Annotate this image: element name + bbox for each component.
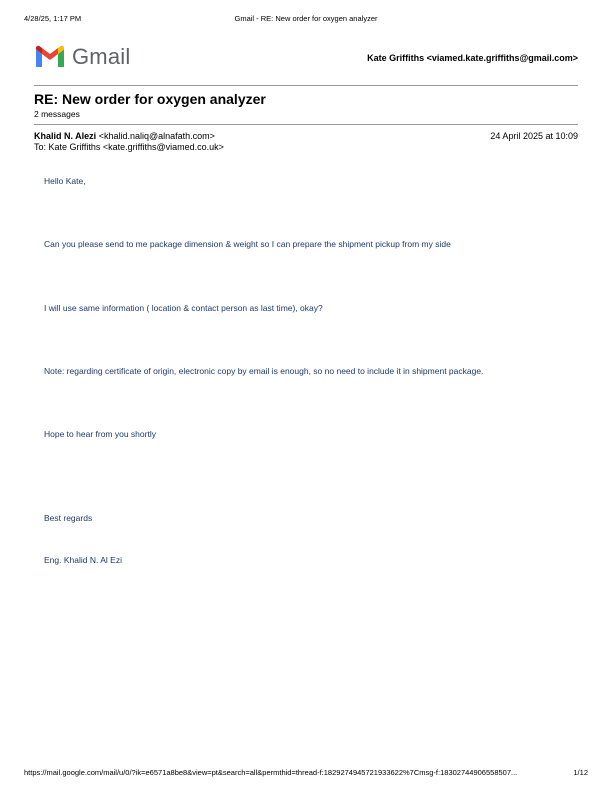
subject-divider [34,124,578,125]
body-paragraph: Note: regarding certificate of origin, electronic copy by email is enough, so no need to include it in shipment package. [44,366,484,376]
body-paragraph: I will use same information ( location & contact person as last time), okay? [44,303,323,313]
account-identity: Kate Griffiths <viamed.kate.griffiths@gmail.com> [367,53,578,63]
body-signoff: Best regards [44,513,93,523]
print-header [24,14,588,26]
message-sender [34,131,215,141]
body-signature: Eng. Khalid N. Al Ezi [44,555,122,565]
print-timestamp: 4/28/25, 1:17 PM [24,14,82,23]
message-recipient: To: Kate Griffiths <kate.griffiths@viamed.co.uk> [34,142,224,152]
sender-name: Khalid N. Alezi [34,131,97,141]
message-date: 24 April 2025 at 10:09 [490,131,578,141]
page-number: 1/12 [573,768,588,777]
header-divider [34,85,578,86]
print-footer [24,768,588,780]
gmail-brand[interactable] [34,44,130,70]
body-paragraph: Hope to hear from you shortly [44,429,156,439]
sender-email: <khalid.naliq@alnafath.com> [98,131,215,141]
gmail-m-logo-icon [34,45,66,69]
print-url: https://mail.google.com/mail/u/0/?ik=e6571a8be8&view=pt&search=all&permthid=thread-f:1829274945721933622%7Cmsg-f:18302744906558507... [24,768,518,777]
thread-subject: RE: New order for oxygen analyzer [34,91,266,107]
message-count: 2 messages [34,109,80,119]
gmail-wordmark: Gmail [72,44,131,69]
body-greeting: Hello Kate, [44,176,86,186]
print-title: Gmail - RE: New order for oxygen analyzer [234,14,378,23]
body-paragraph: Can you please send to me package dimension & weight so I can prepare the shipment pickup from my side [44,239,451,249]
